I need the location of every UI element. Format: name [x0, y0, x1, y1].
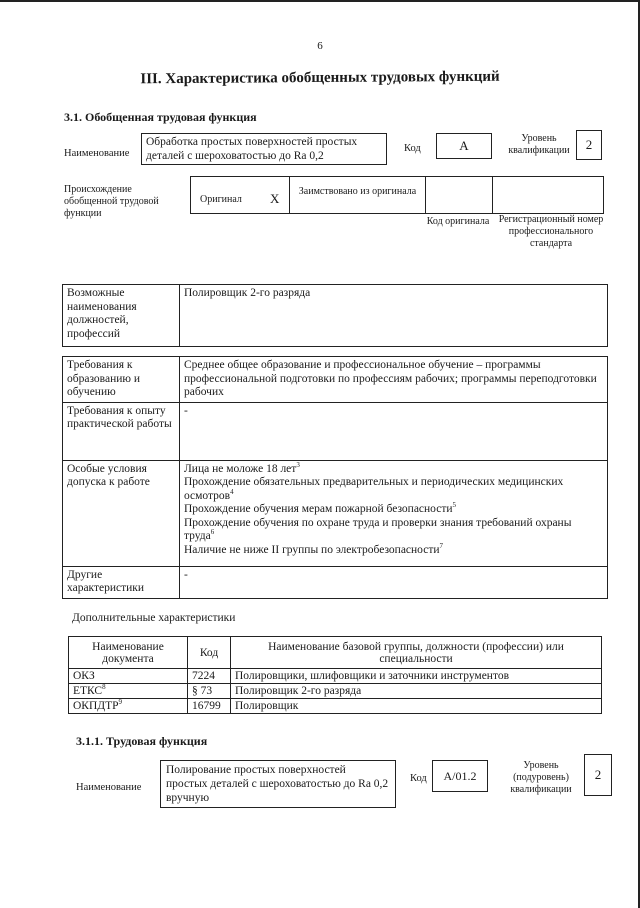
origin-borrowed-label: Заимствовано из оригинала: [298, 186, 417, 197]
reg-number-caption: Регистрационный номер профессионального стандарта: [498, 214, 604, 249]
table-row: [69, 684, 602, 699]
extra-row-doc: ОКЗ: [69, 669, 188, 684]
tf-code-box: [432, 760, 488, 792]
origin-original-label: Оригинал: [200, 194, 242, 205]
origin-original-mark: X: [270, 191, 280, 206]
extra-table: [68, 636, 602, 714]
tf-name-value: Полирование простых поверхностей простых деталей с шероховатостью до Ra 0,2 вручную: [166, 764, 389, 804]
conditions-list: [180, 460, 608, 566]
tf-code-label: Код: [410, 773, 427, 784]
condition-item: Лица не моложе 18 лет$^3$: [184, 460, 300, 475]
gtf-heading: 3.1. Обобщенная трудовая функция: [64, 110, 257, 124]
extra-heading: Дополнительные характеристики: [72, 612, 236, 624]
experience-value: -: [180, 402, 608, 460]
positions-value: Полировщик 2-го разряда: [180, 285, 608, 347]
gtf-code-value: А: [459, 138, 469, 153]
extra-row-name: Полировщик: [231, 699, 602, 714]
gtf-origin-label: Происхождение обобщенной трудовой функции: [64, 184, 159, 219]
education-label: Требования к образованию и обучению: [63, 357, 180, 403]
gtf-name-box: [141, 133, 387, 165]
condition-item: Прохождение обязательных предварительных и периодических медицинских осмотров$^4$: [184, 476, 564, 502]
condition-item: Прохождение обучения мерам пожарной безопасности$^5$: [184, 501, 457, 515]
condition-item: Прохождение обучения по охране труда и проверки знания требований охраны труда$^6$: [184, 516, 572, 542]
education-value: Среднее общее образование и профессиональное обучение – программы профессиональной подготовки по профессиям рабочих; программы переподготовки рабочих: [180, 357, 608, 403]
extra-col-name: Наименование базовой группы, должности (профессии) или специальности: [231, 637, 602, 669]
tf-code-value: А/01.2: [443, 769, 477, 783]
gtf-code-label: Код: [404, 143, 421, 154]
tf-level-value: 2: [594, 767, 602, 782]
origin-reg-cell: [492, 176, 604, 214]
gtf-name-value: Обработка простых поверхностей простых деталей с шероховатостью до Ra 0,2: [146, 136, 358, 162]
positions-label: Возможные наименования должностей, профессий: [63, 285, 180, 347]
gtf-code-box: [436, 133, 492, 159]
experience-label: Требования к опыту практической работы: [63, 402, 180, 460]
gtf-level-label: Уровень квалификации: [508, 133, 570, 156]
orig-code-caption: Код оригинала: [426, 216, 490, 227]
extra-row-code: 16799: [188, 699, 231, 714]
table-row: [69, 669, 602, 684]
section-title: III. Характеристика обобщенных трудовых функций: [140, 68, 500, 88]
tf-heading: 3.1.1. Трудовая функция: [76, 734, 208, 748]
gtf-origin-box: [190, 176, 604, 214]
extra-row-name: Полировщики, шлифовщики и заточники инструментов: [231, 669, 602, 684]
table-row: [69, 699, 602, 714]
origin-code-cell: [425, 176, 493, 214]
extra-row-doc: ОКПДТР$^9$: [69, 699, 188, 714]
extra-row-doc: ЕТКС$^8$: [69, 684, 188, 699]
requirements-table: [62, 356, 608, 599]
tf-level-box: [584, 754, 612, 796]
tf-name-label: Наименование: [76, 782, 142, 793]
page-number: 6: [317, 40, 323, 52]
page-edge-top: [0, 0, 640, 2]
extra-col-doc: Наименование документа: [69, 637, 188, 669]
gtf-level-value: 2: [585, 137, 593, 152]
extra-row-code: 7224: [188, 669, 231, 684]
extra-row-code: § 73: [188, 684, 231, 699]
gtf-level-box: [576, 130, 602, 160]
other-value: -: [180, 566, 608, 598]
extra-row-name: Полировщик 2-го разряда: [231, 684, 602, 699]
conditions-label: Особые условия допуска к работе: [63, 460, 180, 566]
tf-level-label: Уровень (подуровень) квалификации: [510, 760, 572, 795]
other-label: Другие характеристики: [63, 566, 180, 598]
extra-col-code: Код: [188, 637, 231, 669]
gtf-name-label: Наименование: [64, 148, 130, 159]
positions-table: [62, 284, 608, 347]
tf-name-box: [160, 760, 396, 808]
condition-item: Наличие не ниже II группы по электробезопасности$^7$: [184, 541, 444, 556]
